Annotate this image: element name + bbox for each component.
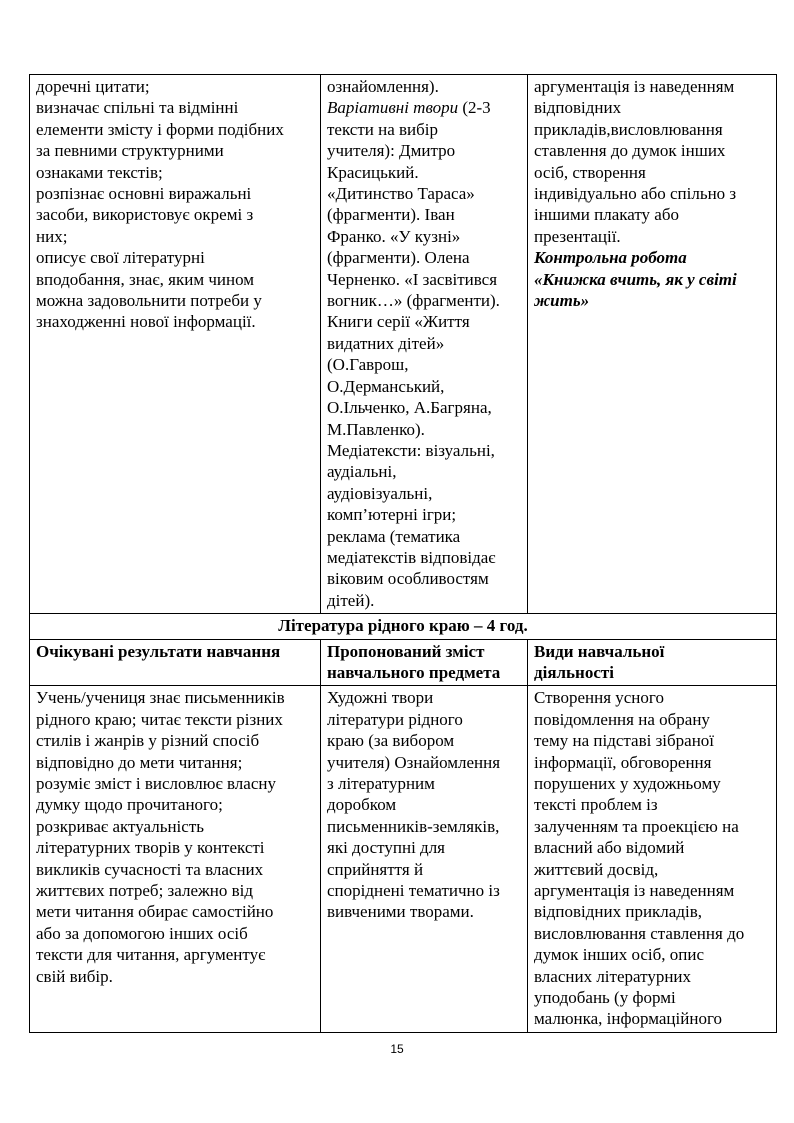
text-line: тему на підставі зібраної: [534, 731, 715, 751]
text-line: розпізнає основні виражальні: [36, 184, 252, 204]
section-title: Література рідного краю – 4 год.: [30, 614, 777, 639]
text-line: вогник…» (фрагменти).: [327, 291, 500, 311]
activities-cell: [528, 75, 777, 614]
text-line: інформації, обговорення: [534, 752, 712, 772]
text-line: літератури рідного: [327, 709, 463, 729]
text-line: висловлювання ставлення до: [534, 923, 745, 943]
text-line: уподобань (у формі: [534, 988, 676, 1008]
variative-works-count: (2-3: [458, 98, 491, 118]
variative-works-label: Варіативні твори: [327, 98, 459, 118]
text-line: Медіатексти: візуальні,: [327, 440, 495, 460]
text-line: реклама (тематика: [327, 526, 461, 546]
text-line: аргументація із наведенням: [534, 881, 735, 901]
expected-results-cell: [30, 686, 321, 1033]
text-line: (О.Гаврош,: [327, 355, 409, 375]
text-line: медіатекстів відповідає: [327, 547, 496, 567]
text-line: засоби, використовує окремі з: [36, 205, 254, 225]
text-line: іншими плакату або: [534, 205, 679, 225]
text-line: Учень/учениця знає письменників: [36, 688, 285, 708]
text-line: залученням та проекцією на: [534, 816, 739, 836]
text-line: ознайомлення).: [327, 77, 439, 96]
text-line: відповідних: [534, 98, 622, 118]
text-line: М.Павленко).: [327, 419, 425, 439]
text-line: розкриває актуальність: [36, 816, 205, 836]
table-row: [30, 75, 777, 614]
header-row: [30, 639, 777, 686]
header-line: навчального предмета: [327, 662, 501, 682]
header-content: [321, 639, 528, 686]
text-line: аудіальні,: [327, 462, 397, 482]
text-line: Черненко. «І засвітився: [327, 269, 498, 289]
text-line: доробком: [327, 795, 397, 815]
text-line: життєвий досвід,: [534, 859, 659, 879]
text-line: доречні цитати;: [36, 77, 150, 96]
text-line: прикладів,висловлювання: [534, 119, 723, 139]
control-work-line: Контрольна робота: [534, 248, 687, 268]
header-line: Пропонований зміст: [327, 641, 485, 661]
text-line: думку щодо прочитаного;: [36, 795, 223, 815]
text-line: ознаками текстів;: [36, 162, 163, 182]
text-line: сприйняття й: [327, 859, 424, 879]
control-work-line: жить»: [534, 291, 590, 311]
text-line: (фрагменти). Олена: [327, 248, 470, 268]
text-line: (фрагменти). Іван: [327, 205, 455, 225]
header-line: Очікувані результати навчання: [36, 641, 281, 661]
text-line: Художні твори: [327, 688, 434, 708]
text-line: порушених у художньому: [534, 774, 721, 793]
header-activities: [528, 639, 777, 686]
control-work-line: «Книжка вчить, як у світі: [534, 269, 737, 289]
text-line: краю (за вибором: [327, 731, 455, 751]
header-line: Види навчальної: [534, 641, 665, 661]
text-line: письменників-земляків,: [327, 816, 500, 836]
text-line: стилів і жанрів у різний спосіб: [36, 731, 260, 751]
text-line: тексти для читання, аргументує: [36, 945, 266, 965]
text-line: свій вибір.: [36, 966, 113, 986]
text-line: літературних творів у контексті: [36, 838, 265, 858]
text-line: які доступні для: [327, 838, 445, 858]
text-line: елементи змісту і форми подібних: [36, 119, 284, 139]
text-line: Франко. «У кузні»: [327, 226, 461, 246]
text-line: [327, 97, 521, 118]
text-line: вподобання, знає, яким чином: [36, 269, 255, 289]
text-line: ставлення до думок інших: [534, 141, 726, 161]
text-line: комп’ютерні ігри;: [327, 505, 457, 525]
text-line: О.Дерманський,: [327, 376, 445, 396]
text-line: тексті проблем із: [534, 795, 658, 815]
text-line: з літературним: [327, 774, 435, 793]
text-line: повідомлення на обрану: [534, 709, 710, 729]
text-line: О.Ільченко, А.Багряна,: [327, 398, 492, 418]
text-line: вивченими творами.: [327, 902, 474, 922]
header-expected-results: [30, 639, 321, 686]
text-line: аргументація із наведенням: [534, 77, 735, 96]
table-row: [30, 686, 777, 1033]
text-line: них;: [36, 226, 68, 246]
text-line: учителя): Дмитро: [327, 141, 456, 161]
text-line: індивідуально або спільно з: [534, 184, 737, 204]
text-line: викликів сучасності та власних: [36, 859, 264, 879]
text-line: аудіовізуальні,: [327, 483, 433, 503]
text-line: описує свої літературні: [36, 248, 205, 268]
text-line: власних літературних: [534, 966, 692, 986]
text-line: споріднені тематично із: [327, 881, 500, 901]
section-row: [30, 614, 777, 639]
text-line: за певними структурними: [36, 141, 224, 161]
header-line: діяльності: [534, 662, 614, 682]
text-line: дітей).: [327, 590, 375, 610]
text-line: знаходженні нової інформації.: [36, 312, 256, 332]
text-line: Красицький.: [327, 162, 419, 182]
text-line: або за допомогою інших осіб: [36, 923, 248, 943]
text-line: презентації.: [534, 226, 621, 246]
text-line: можна задовольнити потреби у: [36, 291, 262, 311]
content-cell: [321, 686, 528, 1033]
text-line: малюнка, інформаційного: [534, 1009, 722, 1029]
activities-cell: [528, 686, 777, 1033]
expected-results-cell: [30, 75, 321, 614]
text-line: «Дитинство Тараса»: [327, 184, 475, 204]
text-line: відповідних прикладів,: [534, 902, 702, 922]
text-line: учителя) Ознайомлення: [327, 752, 501, 772]
text-line: осіб, створення: [534, 162, 646, 182]
text-line: мети читання обирає самостійно: [36, 902, 274, 922]
text-line: Створення усного: [534, 688, 664, 708]
text-line: власний або відомий: [534, 838, 685, 858]
text-line: визначає спільні та відмінні: [36, 98, 239, 118]
text-line: рідного краю; читає тексти різних: [36, 709, 283, 729]
text-line: думок інших осіб, опис: [534, 945, 705, 965]
text-line: віковим особливостям: [327, 569, 489, 589]
text-line: життєвих потреб; залежно від: [36, 881, 253, 901]
text-line: Книги серії «Життя: [327, 312, 470, 332]
text-line: тексти на вибір: [327, 119, 439, 139]
content-cell: [321, 75, 528, 614]
text-line: видатних дітей»: [327, 333, 445, 353]
page-number: 15: [390, 1042, 404, 1056]
curriculum-table: [29, 74, 777, 1033]
text-line: відповідно до мети читання;: [36, 752, 243, 772]
text-line: розуміє зміст і висловлює власну: [36, 774, 276, 793]
